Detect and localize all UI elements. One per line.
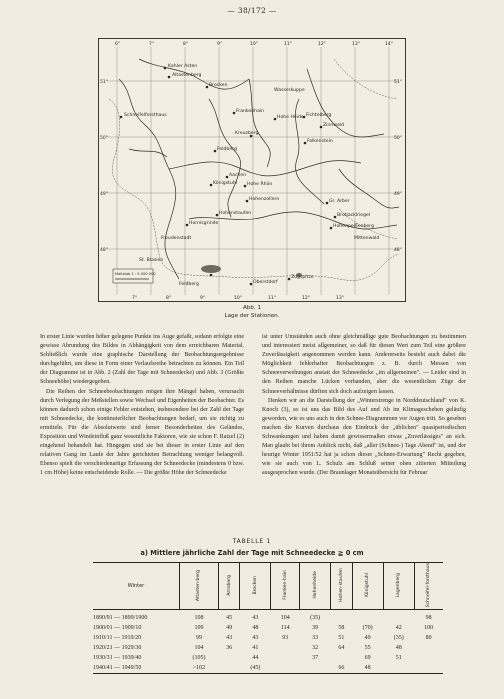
column-header-text: Arnsberg xyxy=(226,574,232,596)
paragraph: In erster Linie wurden höher gelegene Punkte ins Auge gefaßt, sodann erfolgte eine gewisse Abrundung des Bildes in Abhängigkeit von dem erreichbaren Material. Schließlich wurde eine graphische Darstellung der Beobachtungsergebnisse durchgeführt, um diese in Form einer Verlaufsreihe betrachten zu können. Ein Teil der Diagramme ist in Abb. 2 (Zahl der Tage mit Schneedecke) und Abb. 3 (Größte Schneehöhe) wiedergegeben. xyxy=(40,334,244,386)
table-cell: 1930/31 — 1939/40 xyxy=(93,655,142,662)
table-cell: 64 xyxy=(338,645,345,652)
lat-label: 49° xyxy=(100,192,108,197)
lon-label: 8° xyxy=(183,42,189,47)
table-cell: 109 xyxy=(194,625,204,632)
text-column-right xyxy=(262,333,466,479)
column-header xyxy=(180,563,219,610)
table-cell: 55 xyxy=(364,645,371,652)
place-label: Fichtelberg xyxy=(306,113,332,118)
table-cell: 39 xyxy=(312,625,319,632)
table-cell: 48 xyxy=(252,625,259,632)
table-cell: 98 xyxy=(425,615,432,622)
place-label: Falkenstein xyxy=(307,139,333,144)
table-row xyxy=(93,633,443,643)
lon-label: 7° xyxy=(132,296,138,301)
lake-constance-shape xyxy=(201,265,221,273)
table-cell: >102 xyxy=(180,663,219,674)
table-cell: 1910/11 — 1919/20 xyxy=(93,635,142,642)
place-label: Altastenberg xyxy=(172,73,202,78)
lat-label: 50° xyxy=(100,136,108,141)
table-cell: 69 xyxy=(364,655,371,662)
page-number: — 38/172 — xyxy=(227,6,277,15)
table-cell: (35) xyxy=(393,635,404,642)
map-rivers xyxy=(119,59,399,279)
snow-days-table xyxy=(93,562,443,674)
table-subtitle: a) Mittlere jährliche Zahl der Tage mit Schneedecke ≧ 0 cm xyxy=(140,549,364,557)
table-cell: 100 xyxy=(424,625,434,632)
table-cell: 44 xyxy=(252,655,259,662)
place-label: Aachen xyxy=(229,173,247,178)
paragraph: Die Reihen der Schneebeobachtungen mögen ihre Mängel haben, verursacht durch Verlegung der Meßstellen sowie Wechsel und Eigenheiten der Beobachter. Es können dadurch schon einige Fehler entstehen, insbesondere bei der Zahl der Tage mit Schneedecke, die kontinuierlicher Beobachtungen bedarf, um sie richtig zu ermitteln. Für die Absolutwerte sind ferner Besonderheiten des Geländes, Exposition und Windeinfluß ganz wesentliche Faktoren, wie sie schon F. Ratzel (2) eingehend behandelt hat. Hingegen sind sie bei dieser in erster Linie auf den relativen Gang im Laufe der Jahre gerichteten Betrachtung weniger belangvoll. Ebenso spielt die verschiedenartige Erfassung der Schneedecke (mindestens 0 bzw. 1 cm Höhe) keine entscheidende Rolle. — Die größte Höhe der Schneedecke xyxy=(40,388,244,477)
column-header-text: Franken-hain xyxy=(282,570,288,601)
place-label: Hohenstaufen xyxy=(219,211,252,216)
column-header: Winter xyxy=(93,563,180,610)
place-label: Hohenpeißenberg xyxy=(333,224,375,229)
lat-label: 51° xyxy=(100,80,108,85)
place-label: Hornisgrinde xyxy=(189,221,219,226)
table-title: TABELLE 1 xyxy=(232,538,272,545)
place-label: Feldberg xyxy=(179,282,199,287)
place-label: Kreuzberg xyxy=(235,131,259,136)
table-cell xyxy=(331,610,352,624)
lon-label: 10° xyxy=(234,296,242,301)
place-label: Hohenzollern xyxy=(249,197,280,202)
table-cell: (70) xyxy=(362,625,373,632)
table-row xyxy=(93,623,443,633)
lat-label: 48° xyxy=(394,248,402,253)
table-cell: 114 xyxy=(280,625,290,632)
lon-label: 14° xyxy=(385,42,393,47)
table-cell: 48 xyxy=(352,663,383,674)
lon-label: 9° xyxy=(217,42,223,47)
table-cell: 108 xyxy=(194,615,204,622)
column-header xyxy=(271,563,300,610)
table-cell: 43 xyxy=(226,635,233,642)
place-label: St. Blasien xyxy=(139,258,164,263)
place-label: Kahler Asten xyxy=(168,64,198,69)
column-header-text: Schneifel-forsthaus xyxy=(426,563,432,608)
place-label: Hohe Rhön xyxy=(247,182,273,187)
place-label: Mittenwald xyxy=(354,236,380,241)
place-label: Oberstdorf xyxy=(253,280,278,285)
place-label: Zinnwald xyxy=(323,123,345,128)
lat-label: 50° xyxy=(394,136,402,141)
table-cell: 43 xyxy=(252,635,259,642)
lon-label: 13° xyxy=(352,42,360,47)
table-cell: 37 xyxy=(312,655,319,662)
place-label: Freudenstadt xyxy=(161,236,192,241)
table-cell: 104 xyxy=(194,645,204,652)
place-label: Brocken xyxy=(209,83,228,88)
paragraph: Denken wir an die Darstellung der „Winterstrenge in Norddeutschland" von K. Knoch (3), so ist uns das Bild des Auf und Ab im Klimageschehen geläufig geworden, wie es uns auch in den Schnee-Diagrammen vor Augen tritt. So gesehen machen die Kurven durchaus den Eindruck der „üblichen" quasiperiodischen Schwankungen und haben damit gewissermaßen etwas „Zuverlässiges" an sich. Man glaubt bei ihrem Anblick nicht, daß „aller (Schnee-) Tage Abend" ist, und der heurige Winter 1951/52 hat ja schon dieser „Schnee-Erwartung" Recht gegeben, wie sie auch von L. Schulz am Schluß seiner oben zitierten Mitteilung ausgesprochen wurde. (Der Braunlager Monatsübersicht für Februar xyxy=(262,397,466,477)
figure-label: Abb. 1 xyxy=(242,305,262,311)
station-markers xyxy=(120,67,337,286)
longitude-labels-bottom xyxy=(132,295,344,301)
lon-label: 9° xyxy=(200,296,206,301)
column-header-text: Lagenberg xyxy=(396,572,402,598)
column-header-text: Brocken xyxy=(252,575,258,595)
table-cell: 48 xyxy=(395,645,402,652)
table-row xyxy=(93,643,443,653)
lon-label: 12° xyxy=(318,42,326,47)
table-cell: 49 xyxy=(364,635,371,642)
table-cell: 1900/01 — 1909/10 xyxy=(93,625,142,632)
lon-label: 13° xyxy=(336,296,344,301)
table-cell: 66 xyxy=(331,663,352,674)
lon-label: 11° xyxy=(268,296,276,301)
place-label: Frankenhain xyxy=(236,109,265,114)
map-scale xyxy=(113,269,156,283)
table-cell xyxy=(271,653,300,663)
table-cell xyxy=(414,653,443,663)
place-label: Brotjacklriegel xyxy=(337,213,371,218)
column-header xyxy=(383,563,414,610)
text-column-left xyxy=(40,333,244,479)
place-label: Hohe Heide xyxy=(277,115,304,120)
column-header xyxy=(331,563,352,610)
lon-label: 12° xyxy=(302,296,310,301)
table-cell: 1890/91 — 1899/1900 xyxy=(93,615,148,622)
table-cell xyxy=(414,663,443,674)
lon-label: 8° xyxy=(166,296,172,301)
table-cell: 43 xyxy=(252,615,259,622)
table-cell: 51 xyxy=(395,655,402,662)
table-cell: 42 xyxy=(395,625,402,632)
lat-label: 48° xyxy=(100,248,108,253)
table-row xyxy=(93,653,443,663)
table-cell: 49 xyxy=(226,625,233,632)
table-cell xyxy=(331,653,352,663)
table-row xyxy=(93,610,443,624)
table-cell xyxy=(218,663,239,674)
table-cell: 1920/21 — 1929/30 xyxy=(93,645,142,652)
table-cell: 32 xyxy=(312,645,319,652)
table-cell: 36 xyxy=(226,645,233,652)
place-label: Zugspitze xyxy=(291,275,314,280)
lon-label: 10° xyxy=(250,42,258,47)
table-cell xyxy=(383,663,414,674)
table-cell: 99 xyxy=(195,635,202,642)
column-header xyxy=(218,563,239,610)
table-cell xyxy=(271,663,300,674)
table-cell xyxy=(352,610,383,624)
table-cell: 45 xyxy=(226,615,233,622)
figure-caption xyxy=(0,305,504,320)
lat-label: 49° xyxy=(394,192,402,197)
table-row xyxy=(93,663,443,674)
map-borders xyxy=(109,59,399,280)
lon-label: 6° xyxy=(115,42,121,47)
lon-label: 7° xyxy=(149,42,155,47)
table-cell xyxy=(414,643,443,653)
column-header xyxy=(414,563,443,610)
table-cell: 41 xyxy=(252,645,259,652)
table-cell: 93 xyxy=(282,635,289,642)
column-header-text: Königstuhl xyxy=(365,573,370,598)
table-cell: (45) xyxy=(240,663,271,674)
table-cell: (35) xyxy=(310,615,321,622)
lon-label: 11° xyxy=(284,42,292,47)
table-cell xyxy=(271,643,300,653)
lat-label: 51° xyxy=(394,80,402,85)
table-cell xyxy=(383,610,414,624)
table-cell: (105) xyxy=(192,655,206,662)
column-header xyxy=(352,563,383,610)
station-location-map xyxy=(98,38,406,302)
column-header-text: Altasten-berg xyxy=(196,569,202,601)
table-cell xyxy=(218,653,239,663)
paragraph: ist unter Umständen auch ohne gleichmäßige gute Beobachtungen zu bestimmen und interessiert meist allgemeiner, so daß für diesen Wert zum Teil eine größere Zuverlässigkeit angenommen werden kann. Andererseits besteht auch dabei die Möglichkeit fehlerhafter Beobachtungen z. B. durch Messen von Schneeverwehungen anstatt der Schneedecke „im allgemeinen". — Leider sind in den Reihen manche Lücken vorhanden, aber die wesentlichen Züge der Schneeverhältnisse dürften sich doch aufzeigen lassen. xyxy=(262,334,466,395)
place-label: Wasserkuppe xyxy=(274,88,305,93)
column-header xyxy=(240,563,271,610)
column-header-text: Hohen-staufen xyxy=(338,568,344,603)
place-label: Schneifelforsthaus xyxy=(124,113,167,118)
table-cell xyxy=(300,663,331,674)
table-header-row xyxy=(93,563,443,610)
table-cell: 104 xyxy=(280,615,290,622)
table-cell: 1940/41 — 1949/50 xyxy=(93,663,180,674)
table-cell: 33 xyxy=(312,635,319,642)
figure-text: Lage der Stationen. xyxy=(224,312,280,319)
place-label: Feldberg xyxy=(217,147,237,152)
table-cell: 51 xyxy=(338,635,345,642)
column-header-text: Hohenheide xyxy=(312,571,318,599)
table-cell: 80 xyxy=(425,635,432,642)
longitude-labels-top xyxy=(115,41,393,47)
map-drawing xyxy=(99,39,405,301)
place-label: Gr. Arber xyxy=(329,199,350,204)
table-cell: 58 xyxy=(338,625,345,632)
place-label: Königstuhl xyxy=(213,181,237,186)
column-header xyxy=(300,563,331,610)
scale-label: Maßstab 1 : 5 000 000 xyxy=(115,272,156,276)
